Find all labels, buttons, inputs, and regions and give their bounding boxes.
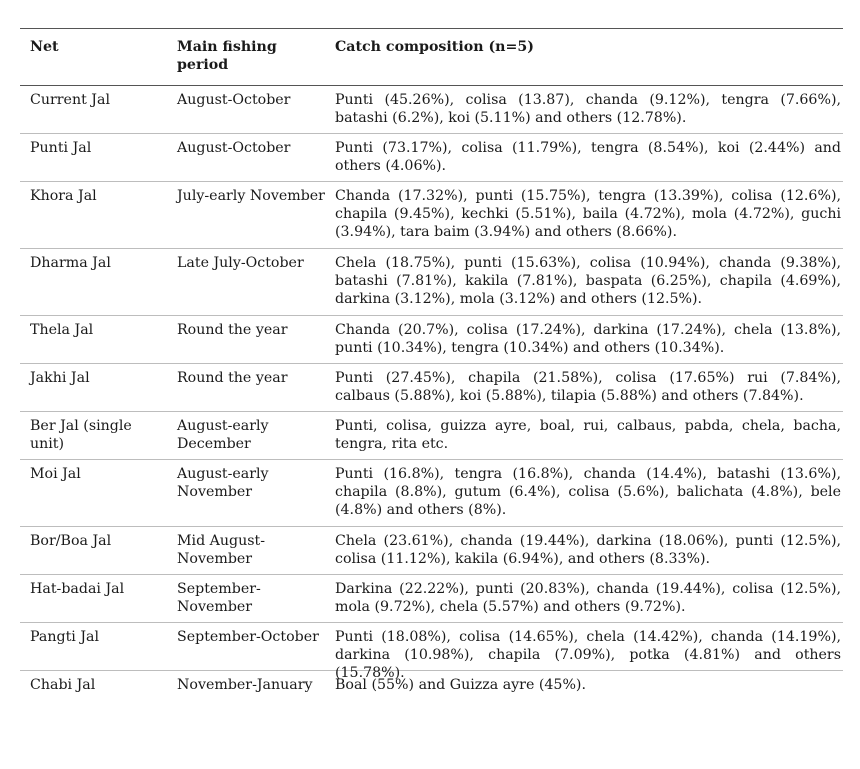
cell-period: September-October (177, 629, 319, 645)
cell-catch: Chanda (20.7%), colisa (17.24%), darkina (17.24%), chela (13.8%), punti (10.34%), tengra (10.34%) and others (10.34%). (335, 322, 841, 356)
fishing-nets-table (20, 28, 843, 699)
cell-period: Round the year (177, 322, 288, 338)
cell-catch: Boal (55%) and Guizza ayre (45%). (335, 677, 586, 693)
table-row (20, 671, 843, 699)
cell-period: August-early December (177, 418, 269, 452)
table-row (20, 134, 843, 182)
table-row (20, 249, 843, 316)
cell-net: Punti Jal (30, 140, 92, 156)
cell-net: Thela Jal (30, 322, 94, 338)
table-row (20, 527, 843, 575)
cell-catch: Punti, colisa, guizza ayre, boal, rui, calbaus, pabda, chela, bacha, tengra, rita etc. (335, 418, 841, 452)
cell-catch: Punti (73.17%), colisa (11.79%), tengra (8.54%), koi (2.44%) and others (4.06%). (335, 140, 841, 174)
cell-catch: Darkina (22.22%), punti (20.83%), chanda (19.44%), colisa (12.5%), mola (9.72%), chela (5.57%) and others (9.72%). (335, 581, 841, 615)
cell-period: July-early November (177, 188, 325, 204)
cell-net: Pangti Jal (30, 629, 100, 645)
table-row (20, 86, 843, 134)
table-row (20, 182, 843, 249)
cell-period: August-early November (177, 466, 269, 500)
cell-net: Bor/Boa Jal (30, 533, 112, 549)
table-row (20, 364, 843, 412)
cell-period: Mid August-November (177, 533, 266, 567)
cell-catch: Punti (18.08%), colisa (14.65%), chela (14.42%), chanda (14.19%), darkina (10.98%), chapila (7.09%), potka (4.81%) and others (15.78%). (335, 629, 841, 681)
cell-net: Ber Jal (single unit) (30, 418, 132, 452)
cell-net: Dharma Jal (30, 255, 111, 271)
cell-net: Khora Jal (30, 188, 97, 204)
cell-net: Current Jal (30, 92, 110, 108)
cell-period: August-October (177, 140, 291, 156)
cell-period: September-November (177, 581, 261, 615)
cell-catch: Chela (18.75%), punti (15.63%), colisa (10.94%), chanda (9.38%), batashi (7.81%), kakila (7.81%), baspata (6.25%), chapila (4.69%), darkina (3.12%), mola (3.12%) and others (12.5%). (335, 255, 841, 307)
cell-period: November-January (177, 677, 313, 693)
table-row (20, 460, 843, 527)
cell-catch: Chanda (17.32%), punti (15.75%), tengra (13.39%), colisa (12.6%), chapila (9.45%), kechki (5.51%), baila (4.72%), mola (4.72%), guchi (3.94%), tara baim (3.94%) and others (8.66%). (335, 188, 841, 240)
cell-catch: Chela (23.61%), chanda (19.44%), darkina (18.06%), punti (12.5%), colisa (11.12%), kakila (6.94%), and others (8.33%). (335, 533, 841, 567)
cell-net: Moi Jal (30, 466, 81, 482)
cell-period: August-October (177, 92, 291, 108)
cell-period: Round the year (177, 370, 288, 386)
cell-catch: Punti (27.45%), chapila (21.58%), colisa (17.65%) rui (7.84%), calbaus (5.88%), koi (5.88%), tilapia (5.88%) and others (7.84%). (335, 370, 841, 404)
cell-catch: Punti (45.26%), colisa (13.87), chanda (9.12%), tengra (7.66%), batashi (6.2%), koi (5.11%) and others (12.78%). (335, 92, 841, 126)
header-catch: Catch composition (n=5) (335, 39, 534, 55)
header-period: Main fishing period (177, 39, 277, 73)
table-row (20, 575, 843, 623)
table-row (20, 623, 843, 681)
cell-net: Jakhi Jal (30, 370, 90, 386)
table-header-row (20, 29, 843, 86)
header-net: Net (30, 39, 59, 55)
cell-net: Chabi Jal (30, 677, 96, 693)
cell-net: Hat-badai Jal (30, 581, 125, 597)
table-row (20, 412, 843, 460)
cell-period: Late July-October (177, 255, 304, 271)
table-row (20, 316, 843, 364)
cell-catch: Punti (16.8%), tengra (16.8%), chanda (14.4%), batashi (13.6%), chapila (8.8%), gutum (6.4%), colisa (5.6%), balichata (4.8%), bele (4.8%) and others (8%). (335, 466, 841, 518)
